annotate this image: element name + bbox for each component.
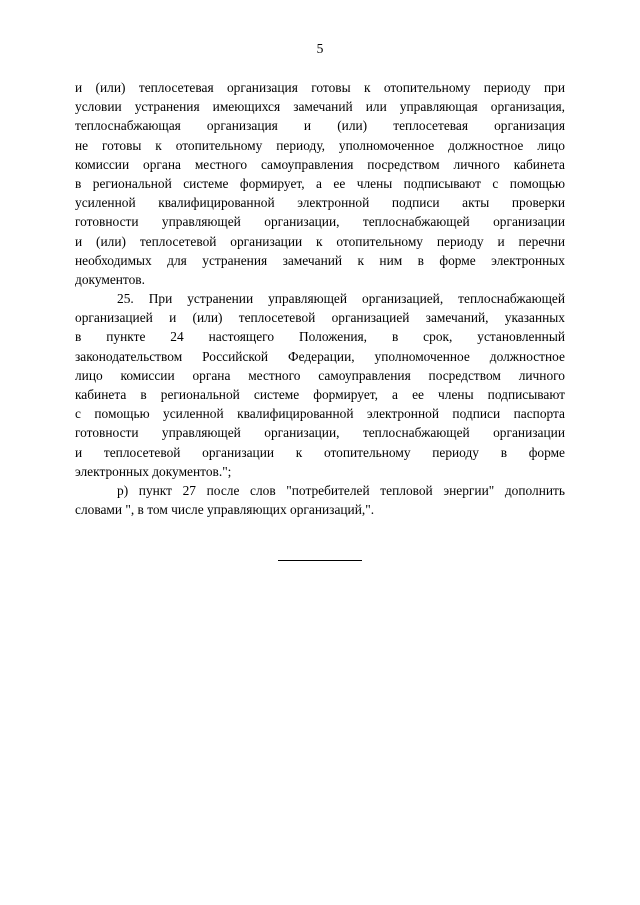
paragraph-subpoint-r: [75, 481, 565, 519]
text-line: и (или) теплосетевая организация готовы к отопительному периоду при: [75, 80, 565, 95]
text-line: и (или) теплосетевой организации к отопительному периоду и перечни: [75, 233, 565, 249]
text-line: кабинета в региональной системе формирует, а ее члены подписывают: [75, 387, 565, 402]
text-line: и теплосетевой организации к отопительному периоду в форме: [75, 444, 565, 460]
text-line: комиссии органа местного самоуправления посредством личного кабинета: [75, 156, 565, 172]
end-separator-line: [278, 560, 362, 561]
text-line: организацией и (или) теплосетевой организацией замечаний, указанных: [75, 310, 565, 326]
document-body: [75, 78, 565, 519]
text-line: р) пункт 27 после слов "потребителей тепловой энергии" дополнить: [117, 482, 565, 498]
text-line: необходимых для устранения замечаний к ним в форме электронных: [75, 252, 565, 268]
text-line: теплоснабжающая организация и (или) теплосетевая организация: [75, 118, 565, 134]
page-number: 5: [316, 41, 324, 56]
paragraph-point-25: [75, 289, 565, 481]
text-line: лицо комиссии органа местного самоуправления посредством личного: [75, 367, 565, 383]
text-line: условии устранения имеющихся замечаний или управляющая организация,: [75, 99, 565, 115]
text-line: в региональной системе формирует, а ее члены подписывают с помощью: [75, 175, 565, 191]
text-line: с помощью усиленной квалифицированной электронной подписи паспорта: [75, 406, 565, 422]
text-line: словами ", в том числе управляющих организаций,".: [75, 502, 375, 518]
paragraph-continuation: [75, 78, 565, 289]
text-line: готовности управляющей организации, теплоснабжающей организации: [75, 425, 565, 441]
text-line: законодательством Российской Федерации, уполномоченное должностное: [75, 348, 565, 364]
text-line: готовности управляющей организации, теплоснабжающей организации: [75, 214, 565, 230]
text-line: 25. При устранении управляющей организацией, теплоснабжающей: [117, 291, 565, 307]
text-line: не готовы к отопительному периоду, уполномоченное должностное лицо: [75, 137, 565, 153]
text-line: усиленной квалифицированной электронной подписи акты проверки: [75, 195, 565, 211]
text-line: электронных документов.";: [75, 463, 232, 479]
text-line: в пункте 24 настоящего Положения, в срок, установленный: [75, 329, 565, 345]
text-line: документов.: [75, 271, 145, 287]
